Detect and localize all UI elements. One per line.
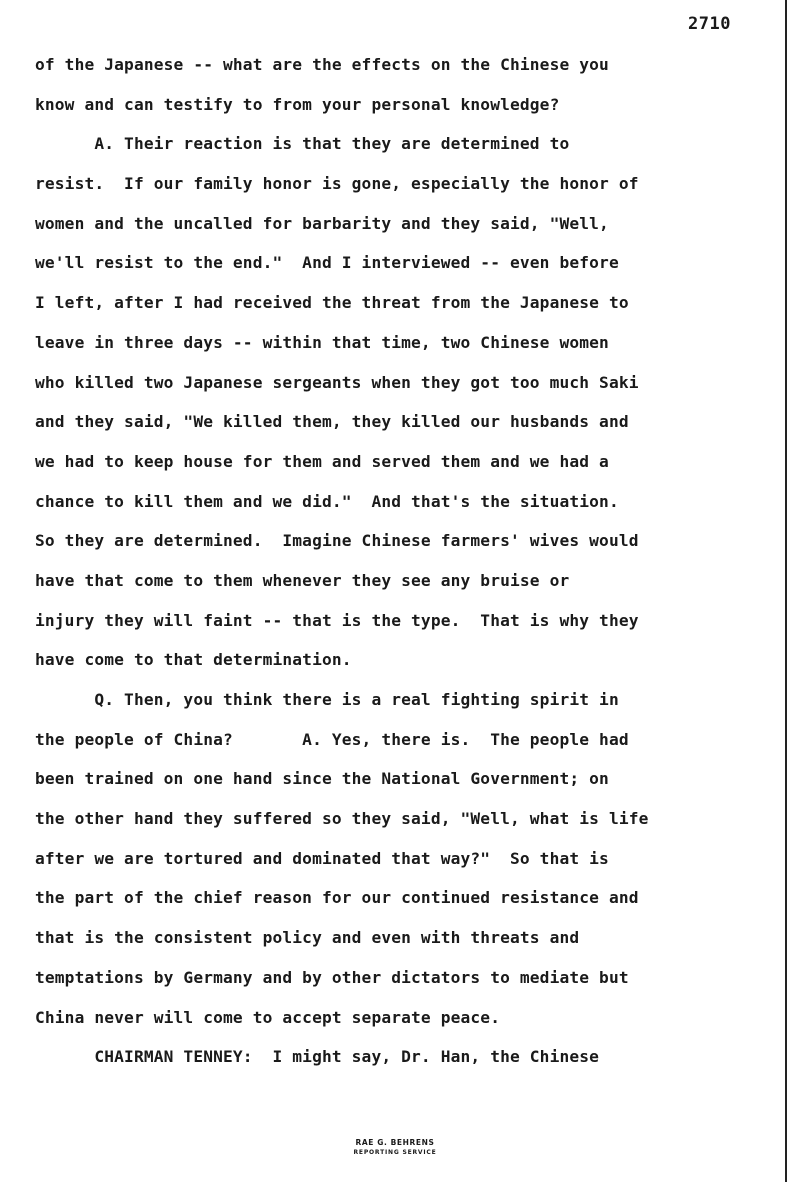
transcript-line: So they are determined. Imagine Chinese farmers' wives would [35, 531, 639, 551]
reporter-footer [0, 1138, 790, 1157]
transcript-line: resist. If our family honor is gone, especially the honor of [35, 174, 639, 194]
page-number: 2710 [688, 14, 731, 34]
reporter-name: RAE G. BEHRENS [355, 1138, 435, 1147]
transcript-line: been trained on one hand since the National Government; on [35, 769, 609, 789]
transcript-line: temptations by Germany and by other dictators to mediate but [35, 967, 629, 987]
reporting-service: REPORTING SERVICE [353, 1149, 437, 1156]
transcript-line: leave in three days -- within that time, two Chinese women [35, 332, 609, 352]
transcript-line: and they said, "We killed them, they killed our husbands and [35, 412, 629, 432]
transcript-line: CHAIRMAN TENNEY: I might say, Dr. Han, the Chinese [35, 1047, 600, 1067]
transcript-line: A. Their reaction is that they are determined to [35, 134, 570, 154]
transcript-line: the part of the chief reason for our continued resistance and [35, 888, 639, 908]
transcript-line: that is the consistent policy and even with threats and [35, 928, 580, 948]
transcript-line: we had to keep house for them and served them and we had a [35, 451, 609, 471]
transcript-line: know and can testify to from your personal knowledge? [35, 94, 560, 114]
transcript-line: after we are tortured and dominated that way?" So that is [35, 848, 609, 868]
transcript-line: women and the uncalled for barbarity and they said, "Well, [35, 213, 609, 233]
transcript-line: who killed two Japanese sergeants when they got too much Saki [35, 372, 639, 392]
margin-rule [785, 0, 787, 1182]
transcript-line: of the Japanese -- what are the effects on the Chinese you [35, 55, 609, 74]
transcript-line: China never will come to accept separate peace. [35, 1007, 501, 1027]
transcript-line: the people of China? A. Yes, there is. The people had [35, 729, 629, 749]
transcript-line: the other hand they suffered so they said, "Well, what is life [35, 809, 649, 829]
transcript-line: chance to kill them and we did." And that's the situation. [35, 491, 619, 511]
transcript-line: Q. Then, you think there is a real fighting spirit in [35, 690, 619, 709]
transcript-body [35, 50, 775, 1082]
transcript-line: injury they will faint -- that is the type. That is why they [35, 610, 639, 630]
transcript-line: have that come to them whenever they see any bruise or [35, 570, 570, 590]
transcript-line: I left, after I had received the threat from the Japanese to [35, 293, 629, 313]
transcript-line: have come to that determination. [35, 650, 352, 670]
transcript-line: we'll resist to the end." And I interviewed -- even before [35, 253, 619, 273]
